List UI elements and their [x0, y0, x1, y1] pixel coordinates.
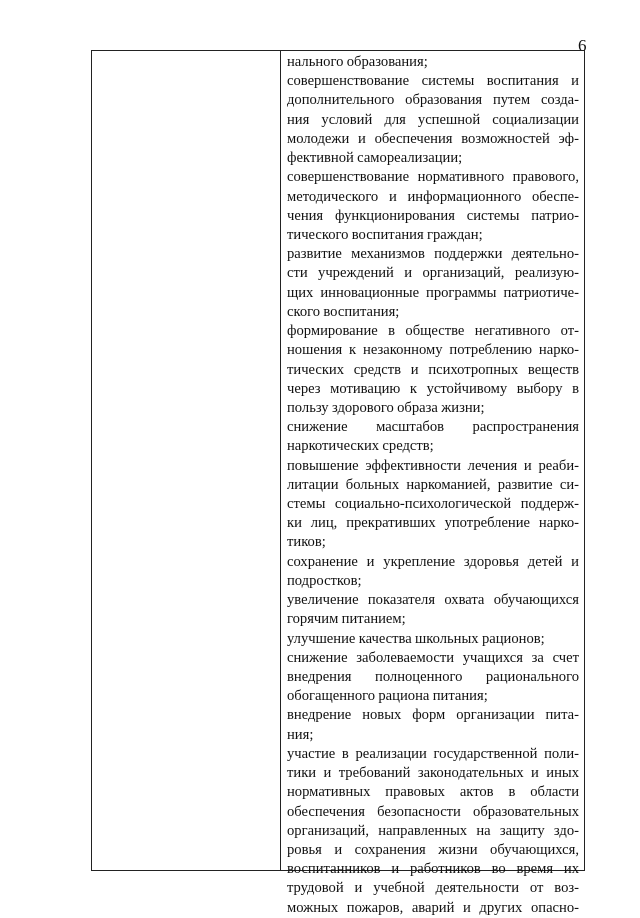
text-line: чения функционирования системы патрио- — [287, 207, 579, 224]
text-line: тиков; — [287, 534, 326, 551]
text-line: сохранение и укрепление здоровья детей и — [287, 553, 579, 570]
text-line: пользу здорового образа жизни; — [287, 399, 485, 416]
text-line: литации больных наркоманией, развитие си- — [287, 476, 579, 493]
text-line: трудовой и учебной деятельности от воз- — [287, 880, 579, 897]
text-line: ношения к незаконному потреблению нарко- — [287, 342, 579, 359]
text-line: сти учреждений и организаций, реализую- — [287, 265, 579, 282]
text-line: фективной самореализации; — [287, 150, 463, 167]
text-line: через мотивацию к устойчивому выбору в — [287, 380, 579, 397]
text-line: улучшение качества школьных рационов; — [287, 630, 545, 647]
text-line: увеличение показателя охвата обучающихся — [287, 592, 579, 609]
text-line: обогащенного рациона питания; — [287, 688, 488, 705]
text-line: обеспечения безопасности образовательных — [287, 803, 579, 820]
text-line: ния; — [287, 726, 314, 743]
text-line: совершенствование нормативного правового, — [287, 169, 579, 186]
text-line: можных пожаров, аварий и других опасно- — [287, 899, 579, 916]
text-line: щих инновационные программы патриотиче- — [287, 284, 579, 301]
text-line: воспитанников и работников во время их — [287, 861, 579, 878]
right-column-cell — [287, 53, 579, 916]
text-line: участие в реализации государственной поли- — [287, 745, 579, 762]
page-number: 6 — [578, 36, 587, 55]
column-divider — [280, 51, 281, 870]
text-line: нального образования; — [287, 54, 428, 70]
text-line: молодежи и обеспечения возможностей эф- — [287, 130, 579, 147]
text-line: дополнительного образования путем созда- — [287, 92, 579, 109]
text-line: организаций, направленных на защиту здо- — [287, 822, 579, 839]
text-line: внедрения полноценного рационального — [287, 669, 579, 685]
text-line: ния условий для успешной социализации — [287, 111, 579, 128]
text-line: снижение масштабов распространения — [287, 419, 579, 436]
text-line: стемы социально-психологической поддерж- — [287, 496, 579, 513]
text-line: ского воспитания; — [287, 303, 400, 320]
text-line: повышение эффективности лечения и реаби- — [287, 457, 579, 474]
text-line: горячим питанием; — [287, 611, 406, 628]
text-line: методического и информационного обеспе- — [287, 188, 579, 205]
text-line: снижение заболеваемости учащихся за счет — [287, 649, 579, 666]
text-line: наркотических средств; — [287, 438, 434, 455]
text-line: ки лиц, прекративших употребление нарко- — [287, 515, 579, 532]
text-line: совершенствование системы воспитания и — [287, 73, 579, 90]
text-line: подростков; — [287, 572, 362, 589]
text-line: нормативных правовых актов в области — [287, 784, 579, 801]
text-line: ровья и сохранения жизни обучающихся, — [287, 841, 579, 858]
text-line: тики и требований законодательных и иных — [287, 765, 579, 782]
text-line: формирование в обществе негативного от- — [287, 323, 579, 340]
text-line: тического воспитания граждан; — [287, 226, 483, 243]
document-table — [91, 50, 585, 916]
text-line: развитие механизмов поддержки деятельно- — [287, 246, 579, 263]
text-line: тических средств и психотропных веществ — [287, 361, 579, 378]
text-line: внедрение новых форм организации пита- — [287, 707, 579, 724]
